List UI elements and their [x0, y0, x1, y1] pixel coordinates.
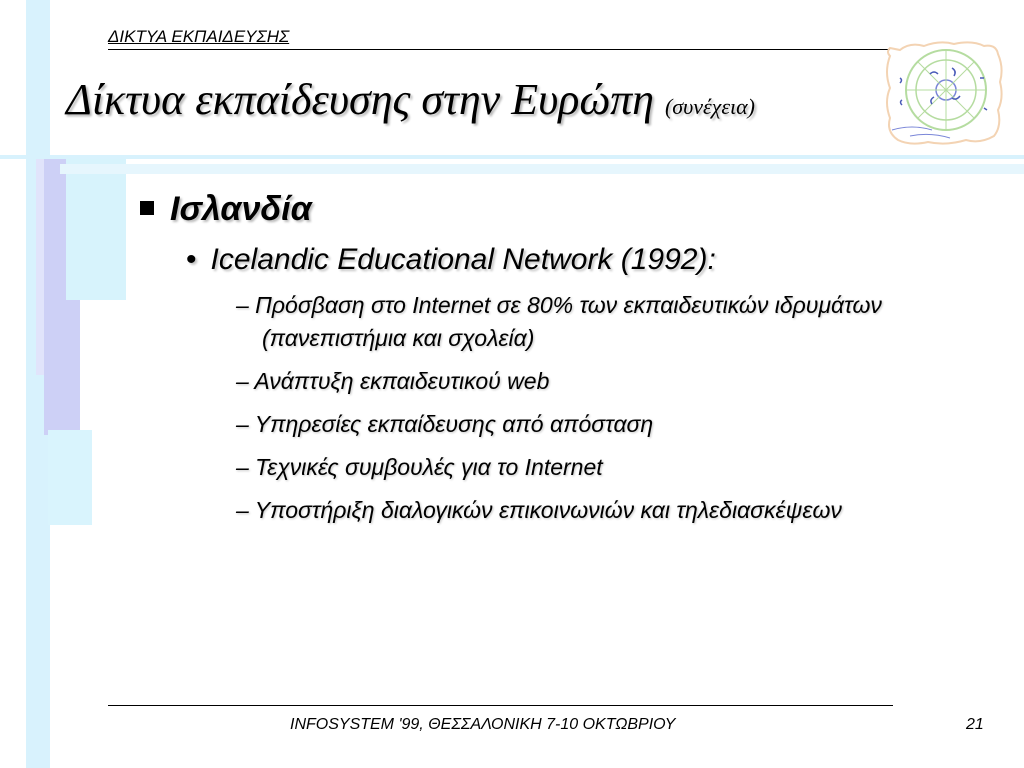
emblem-icon [880, 38, 1005, 148]
square-bullet-icon [140, 201, 154, 215]
bullet-level1 [140, 190, 312, 229]
bullet-dot-icon: • [186, 243, 197, 276]
decor-bar [60, 164, 1024, 174]
bullet-level2-text: Icelandic Educational Network (1992): [210, 243, 716, 276]
bullet-level3-list [236, 289, 916, 537]
decor-bar [66, 158, 126, 300]
section-header: ΔΙΚΤΥΑ ΕΚΠΑΙΔΕΥΣΗΣ [108, 27, 290, 46]
header-divider [108, 49, 890, 50]
list-item: – Υποστήριξη διαλογικών επικοινωνιών και τηλεδιασκέψεων [236, 497, 842, 523]
slide-title-sub: (συνέχεια) [664, 94, 756, 119]
decor-bar [0, 155, 1024, 159]
footer-text: INFOSYSTEM '99, ΘΕΣΣΑΛΟΝΙΚΗ 7-10 ΟΚΤΩΒΡΙΟΥ [290, 716, 676, 733]
list-item: – Πρόσβαση στο Internet σε 80% των εκπαιδευτικών ιδρυμάτων (πανεπιστήμια και σχολεία) [236, 292, 882, 351]
slide-title-main: Δίκτυα εκπαίδευσης στην Ευρώπη [66, 75, 654, 124]
list-item: – Τεχνικές συμβουλές για το Internet [236, 454, 603, 480]
decor-bar [48, 430, 92, 525]
slide-title [66, 74, 755, 125]
page-number: 21 [966, 716, 984, 733]
bullet-level2 [186, 243, 716, 277]
bullet-level1-text: Ισλανδία [170, 190, 312, 228]
list-item: – Υπηρεσίες εκπαίδευσης από απόσταση [236, 411, 654, 437]
list-item: – Ανάπτυξη εκπαιδευτικού web [236, 368, 550, 394]
footer-divider [108, 705, 893, 706]
